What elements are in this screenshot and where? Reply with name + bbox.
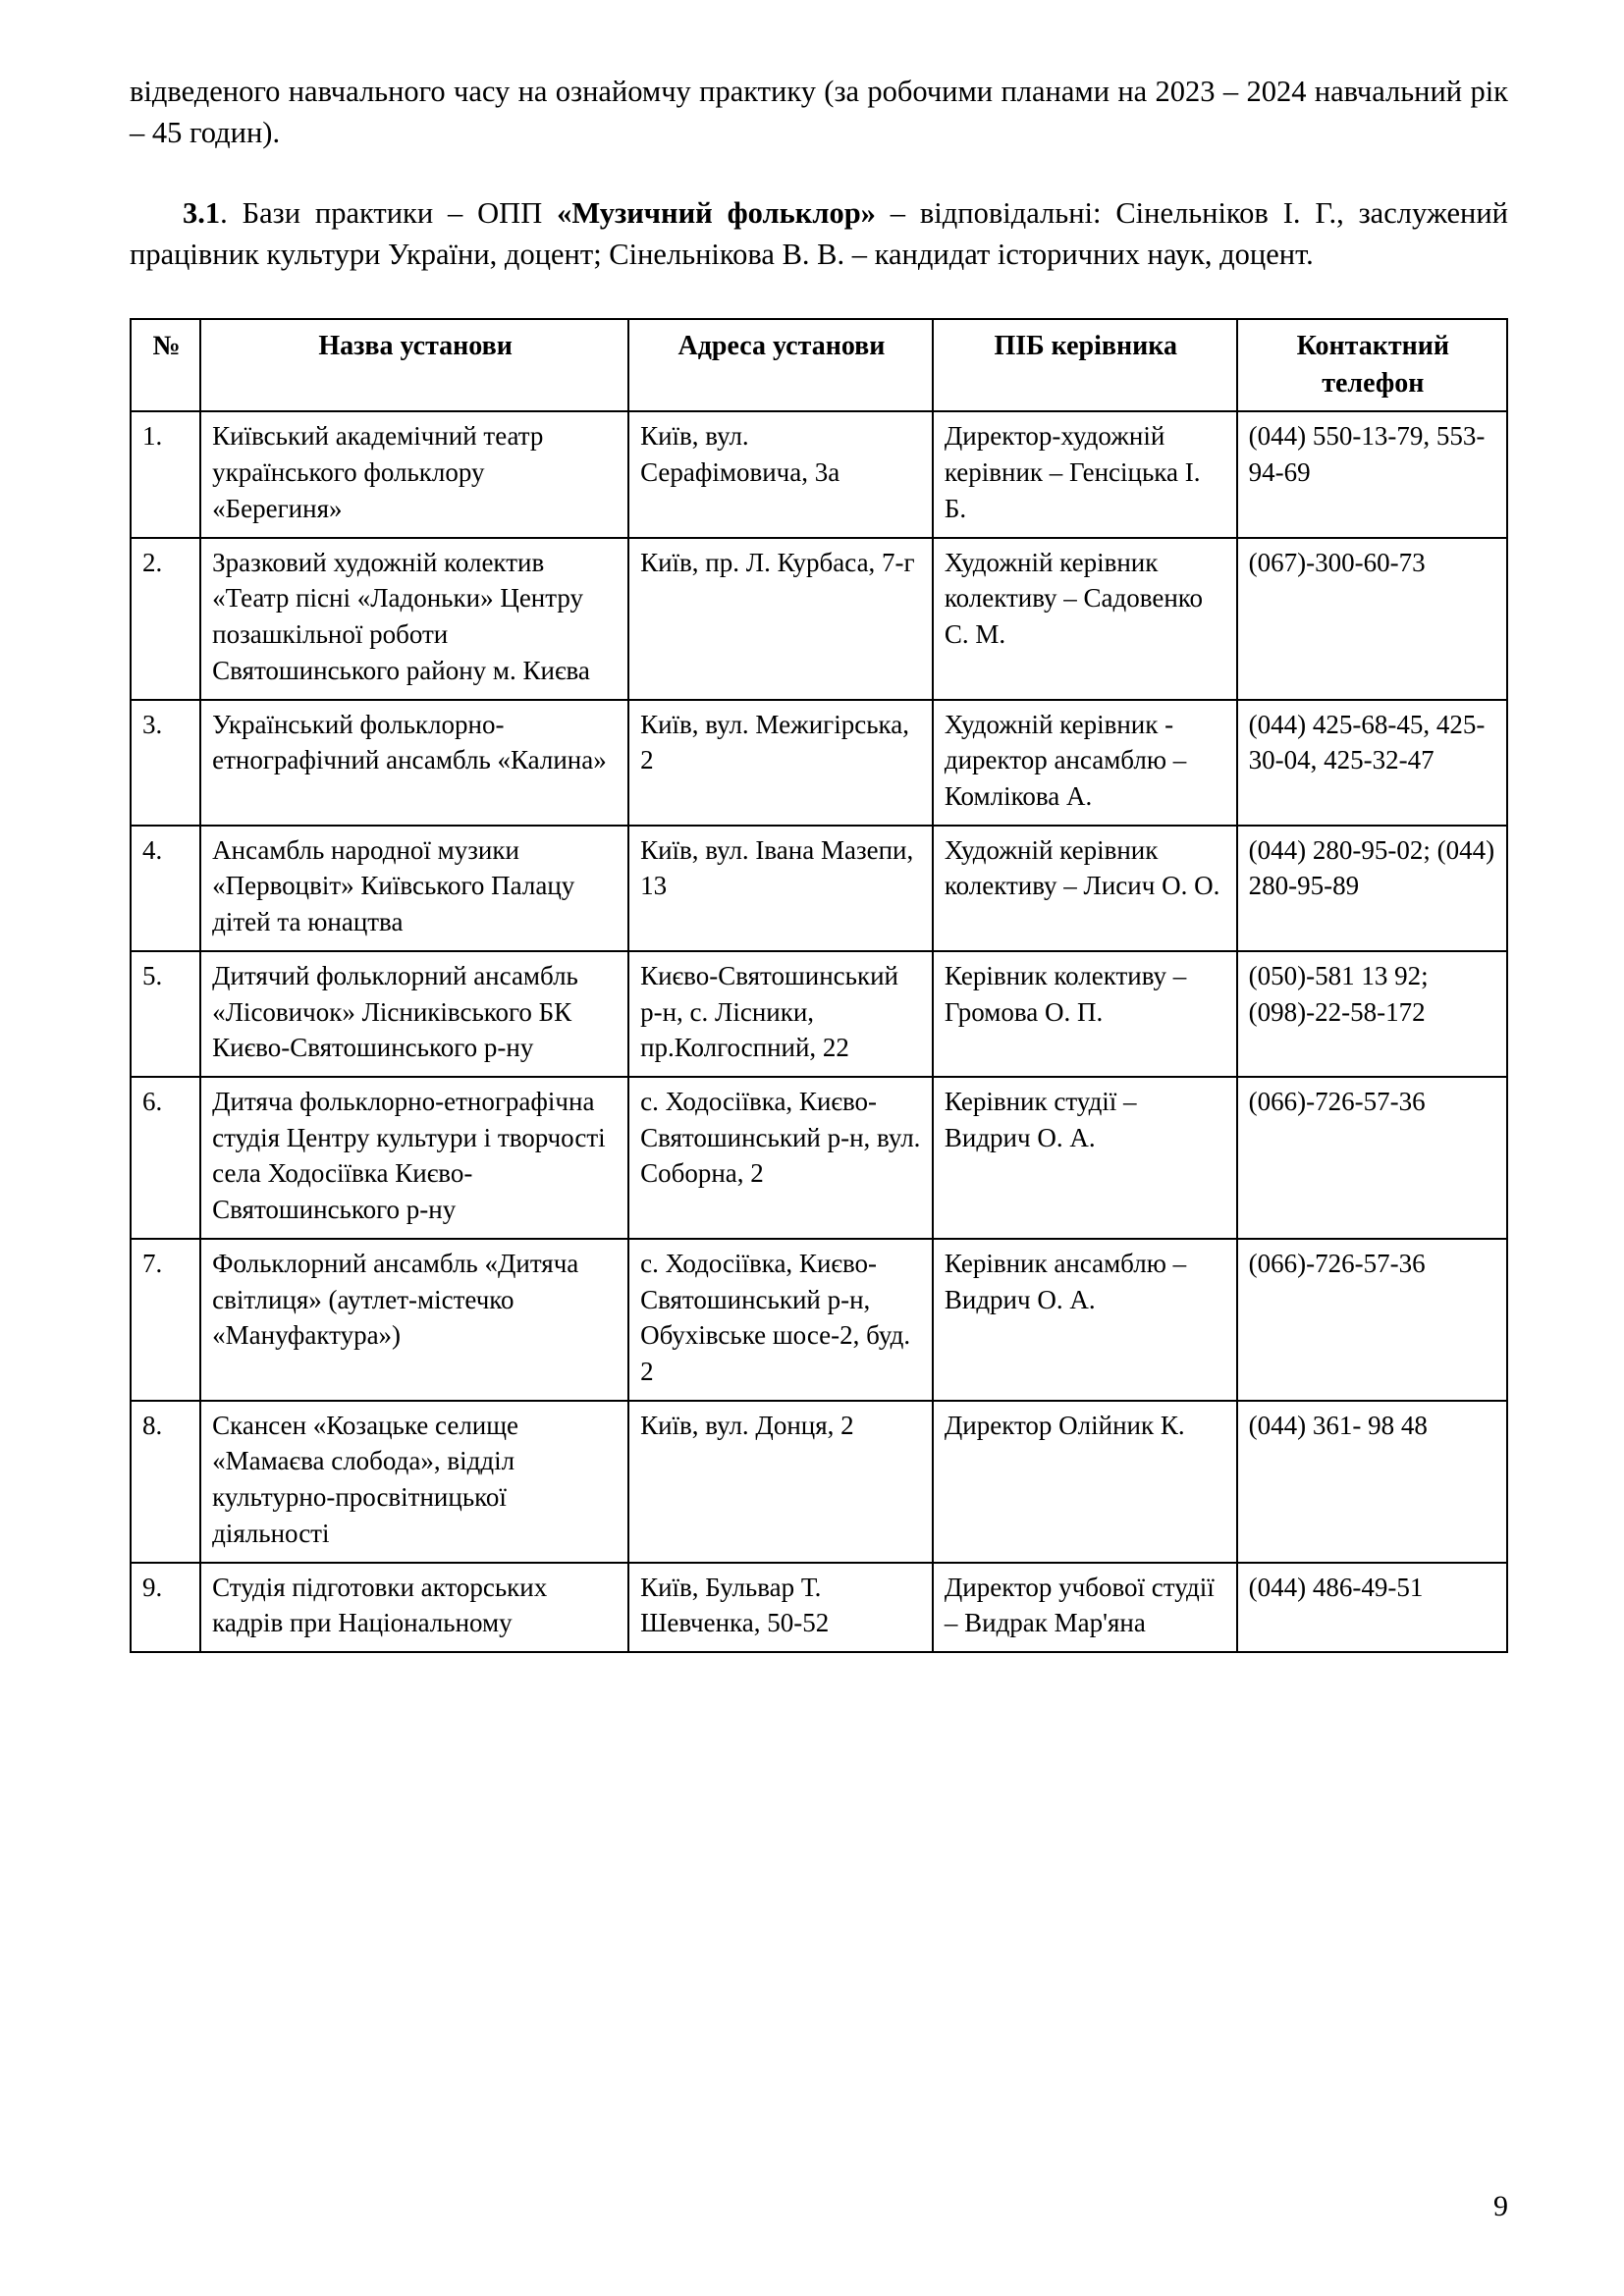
section-text-before: . Бази практики – ОПП: [220, 196, 558, 231]
cell-phone: (044) 361- 98 48: [1237, 1401, 1507, 1563]
table-row: [131, 826, 1507, 951]
cell-name: Київський академічний театр українського фольклору «Берегиня»: [200, 411, 628, 537]
cell-name: Зразковий художній колектив «Театр пісні «Ладоньки» Центру позашкільної роботи Святошинського району м. Києва: [200, 538, 628, 700]
cell-phone: (044) 425-68-45, 425-30-04, 425-32-47: [1237, 700, 1507, 826]
section-program-name: «Музичний фольклор»: [557, 196, 876, 231]
header-phone: Контактний телефон: [1237, 319, 1507, 411]
table-row: [131, 700, 1507, 826]
cell-phone: (044) 486-49-51: [1237, 1563, 1507, 1652]
cell-head: Керівник ансамблю – Видрич О. А.: [933, 1239, 1237, 1401]
cell-phone: (044) 550-13-79, 553-94-69: [1237, 411, 1507, 537]
cell-address: Києво-Святошинський р-н, с. Лісники, пр.Колгоспний, 22: [628, 951, 933, 1077]
cell-address: Київ, вул. Межигірська, 2: [628, 700, 933, 826]
cell-name: Фольклорний ансамбль «Дитяча світлиця» (аутлет-містечко «Мануфактура»): [200, 1239, 628, 1401]
table-body: [131, 411, 1507, 1652]
cell-address: Київ, Бульвар Т. Шевченка, 50-52: [628, 1563, 933, 1652]
header-name: Назва установи: [200, 319, 628, 411]
cell-phone: (044) 280-95-02; (044) 280-95-89: [1237, 826, 1507, 951]
cell-head: Художній керівник колективу – Садовенко С. М.: [933, 538, 1237, 700]
cell-num: 3.: [131, 700, 200, 826]
cell-name: Скансен «Козацьке селище «Мамаєва слобода», відділ культурно-просвітницької діяльності: [200, 1401, 628, 1563]
cell-name: Студія підготовки акторських кадрів при Національному: [200, 1563, 628, 1652]
cell-head: Керівник студії – Видрич О. А.: [933, 1077, 1237, 1239]
cell-phone: (066)-726-57-36: [1237, 1239, 1507, 1401]
cell-address: Київ, пр. Л. Курбаса, 7-г: [628, 538, 933, 700]
cell-phone: (050)-581 13 92; (098)-22-58-172: [1237, 951, 1507, 1077]
table-header-row: [131, 319, 1507, 411]
practice-bases-table: [130, 318, 1508, 1653]
table-row: [131, 411, 1507, 537]
cell-name: Дитяча фольклорно-етнографічна студія Центру культури і творчості села Ходосіївка Києво-Святошинського р-ну: [200, 1077, 628, 1239]
cell-num: 2.: [131, 538, 200, 700]
cell-num: 4.: [131, 826, 200, 951]
cell-head: Керівник колективу – Громова О. П.: [933, 951, 1237, 1077]
cell-num: 9.: [131, 1563, 200, 1652]
section-number: 3.1: [183, 196, 221, 231]
intro-paragraph: відведеного навчального часу на ознайомчу практику (за робочими планами на 2023 – 2024 навчальний рік – 45 годин).: [130, 75, 1508, 150]
cell-num: 1.: [131, 411, 200, 537]
table-row: [131, 1563, 1507, 1652]
cell-num: 5.: [131, 951, 200, 1077]
cell-phone: (067)-300-60-73: [1237, 538, 1507, 700]
cell-address: Київ, вул. Івана Мазепи, 13: [628, 826, 933, 951]
cell-address: Київ, вул. Серафімовича, 3а: [628, 411, 933, 537]
page-number: 9: [1493, 2190, 1508, 2222]
cell-phone: (066)-726-57-36: [1237, 1077, 1507, 1239]
cell-head: Директор Олійник К.: [933, 1401, 1237, 1563]
cell-head: Директор-художній керівник – Генсіцька І. Б.: [933, 411, 1237, 537]
header-num: №: [131, 319, 200, 411]
cell-address: Київ, вул. Донця, 2: [628, 1401, 933, 1563]
cell-num: 7.: [131, 1239, 200, 1401]
cell-head: Художній керівник - директор ансамблю – Комлікова А.: [933, 700, 1237, 826]
table-row: [131, 1401, 1507, 1563]
table-row: [131, 951, 1507, 1077]
table-row: [131, 538, 1507, 700]
section-paragraph: [130, 192, 1508, 275]
cell-name: Ансамбль народної музики «Первоцвіт» Київського Палацу дітей та юнацтва: [200, 826, 628, 951]
cell-address: с. Ходосіївка, Києво-Святошинський р-н, Обухівське шосе-2, буд. 2: [628, 1239, 933, 1401]
table-row: [131, 1239, 1507, 1401]
section-text-after: – відповідальні: Сінельніков І. Г., заслужений працівник культури України, доцент; Сінельнікова В. В. – кандидат історичних наук, доцент.: [130, 196, 1508, 272]
header-head: ПІБ керівника: [933, 319, 1237, 411]
cell-name: Дитячий фольклорний ансамбль «Лісовичок» Лісниківського БК Києво-Святошинського р-ну: [200, 951, 628, 1077]
cell-address: с. Ходосіївка, Києво-Святошинський р-н, вул. Соборна, 2: [628, 1077, 933, 1239]
cell-head: Художній керівник колективу – Лисич О. О.: [933, 826, 1237, 951]
header-address: Адреса установи: [628, 319, 933, 411]
cell-num: 6.: [131, 1077, 200, 1239]
cell-head: Директор учбової студії – Видрак Мар'яна: [933, 1563, 1237, 1652]
cell-name: Український фольклорно-етнографічний ансамбль «Калина»: [200, 700, 628, 826]
cell-num: 8.: [131, 1401, 200, 1563]
table-row: [131, 1077, 1507, 1239]
